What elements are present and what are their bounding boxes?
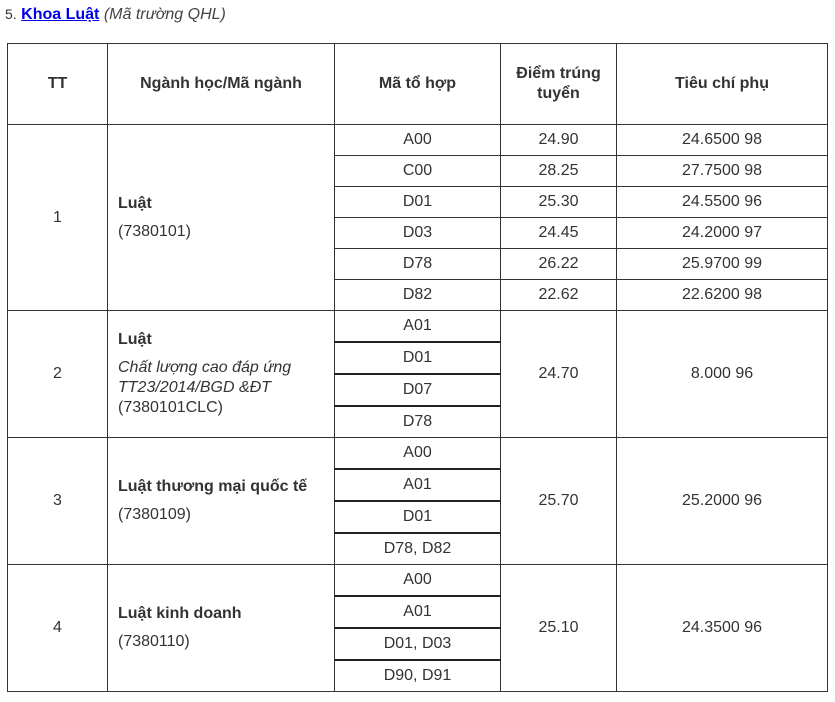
combo-code: D01 bbox=[335, 501, 501, 533]
header-score: Điểm trúng tuyển bbox=[501, 44, 617, 125]
combo-code: A00 bbox=[335, 565, 501, 597]
table-row bbox=[8, 565, 828, 597]
secondary-criteria: 25.9700 99 bbox=[617, 249, 828, 280]
section-heading bbox=[5, 5, 226, 24]
section-number: 5. bbox=[5, 6, 17, 22]
combo-code: D78, D82 bbox=[335, 533, 501, 565]
combo-code: D07 bbox=[335, 374, 501, 406]
admission-scores-table bbox=[7, 43, 828, 692]
major-name: Luật kinh doanh bbox=[118, 605, 242, 622]
row-number: 3 bbox=[8, 438, 108, 565]
table-row bbox=[8, 125, 828, 156]
combo-code: D78 bbox=[335, 249, 501, 280]
combo-code: D78 bbox=[335, 406, 501, 438]
secondary-criteria: 8.000 96 bbox=[617, 311, 828, 438]
major-cell bbox=[108, 438, 335, 565]
row-number: 4 bbox=[8, 565, 108, 692]
admission-score: 25.30 bbox=[501, 187, 617, 218]
combo-code: C00 bbox=[335, 156, 501, 187]
table-header-row bbox=[8, 44, 828, 125]
combo-code: D01 bbox=[335, 342, 501, 374]
secondary-criteria: 24.3500 96 bbox=[617, 565, 828, 692]
combo-code: A01 bbox=[335, 469, 501, 501]
secondary-criteria: 24.2000 97 bbox=[617, 218, 828, 249]
combo-code: A01 bbox=[335, 596, 501, 628]
faculty-link[interactable]: Khoa Luật bbox=[21, 6, 100, 23]
major-name: Luật bbox=[118, 194, 152, 212]
admission-score: 26.22 bbox=[501, 249, 617, 280]
admission-score: 24.45 bbox=[501, 218, 617, 249]
admission-score: 25.70 bbox=[501, 438, 617, 565]
admission-score: 24.90 bbox=[501, 125, 617, 156]
secondary-criteria: 24.5500 96 bbox=[617, 187, 828, 218]
admission-score: 25.10 bbox=[501, 565, 617, 692]
row-number: 1 bbox=[8, 125, 108, 311]
combo-code: D01 bbox=[335, 187, 501, 218]
admission-score: 24.70 bbox=[501, 311, 617, 438]
combo-code: A00 bbox=[335, 125, 501, 156]
secondary-criteria: 24.6500 98 bbox=[617, 125, 828, 156]
table-row bbox=[8, 438, 828, 470]
combo-code: D01, D03 bbox=[335, 628, 501, 660]
combo-code: D90, D91 bbox=[335, 660, 501, 692]
header-tt: TT bbox=[8, 44, 108, 125]
major-code: (7380101) bbox=[118, 222, 191, 240]
secondary-criteria: 22.6200 98 bbox=[617, 280, 828, 311]
combo-code: A01 bbox=[335, 311, 501, 343]
secondary-criteria: 27.7500 98 bbox=[617, 156, 828, 187]
header-combo: Mã tổ hợp bbox=[335, 44, 501, 125]
major-code: (7380101CLC) bbox=[118, 399, 223, 416]
major-cell bbox=[108, 125, 335, 311]
admission-score: 28.25 bbox=[501, 156, 617, 187]
major-note: Chất lượng cao đáp ứng TT23/2014/BGD &ĐT bbox=[118, 359, 292, 396]
combo-code: A00 bbox=[335, 438, 501, 470]
major-cell bbox=[108, 311, 335, 438]
major-code: (7380110) bbox=[118, 633, 190, 650]
combo-code: D03 bbox=[335, 218, 501, 249]
school-code-note: (Mã trường QHL) bbox=[103, 6, 226, 23]
combo-code: D82 bbox=[335, 280, 501, 311]
secondary-criteria: 25.2000 96 bbox=[617, 438, 828, 565]
admission-score: 22.62 bbox=[501, 280, 617, 311]
header-criteria: Tiêu chí phụ bbox=[617, 44, 828, 125]
table-row bbox=[8, 311, 828, 343]
major-code: (7380109) bbox=[118, 506, 191, 523]
major-name: Luật bbox=[118, 331, 152, 348]
row-number: 2 bbox=[8, 311, 108, 438]
major-name: Luật thương mại quốc tế bbox=[118, 478, 308, 495]
header-major: Ngành học/Mã ngành bbox=[108, 44, 335, 125]
major-cell bbox=[108, 565, 335, 692]
